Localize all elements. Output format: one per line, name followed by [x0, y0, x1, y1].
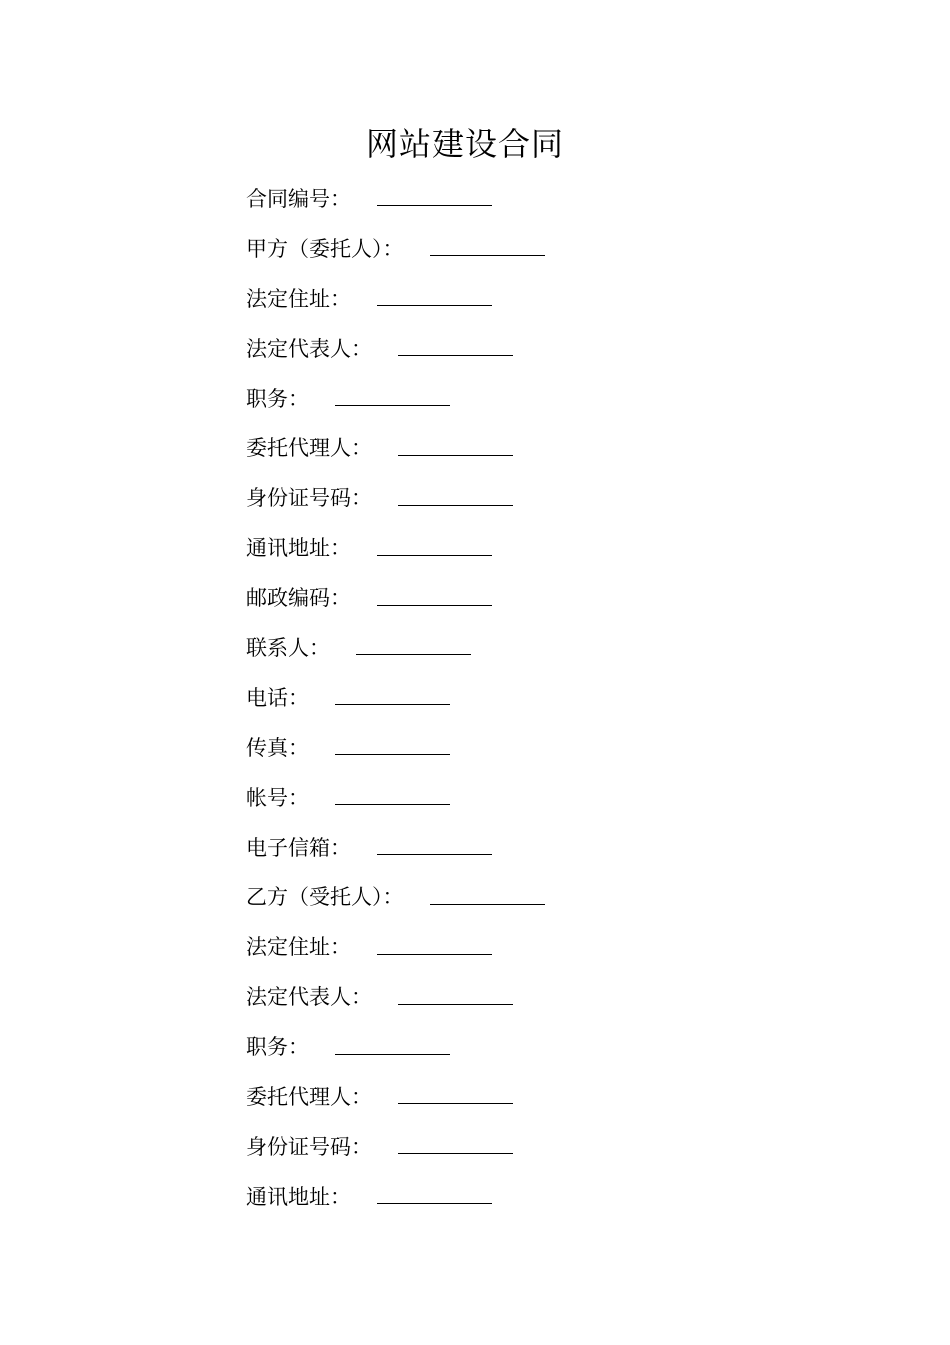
field-row [246, 273, 766, 323]
field-label: 乙方（受托人）： [246, 885, 404, 910]
fill-in-blank[interactable] [398, 984, 513, 1005]
field-row [246, 722, 766, 772]
field-row [246, 1071, 766, 1121]
field-label: 职务： [246, 1035, 309, 1060]
field-label: 联系人： [246, 635, 330, 660]
field-row [246, 422, 766, 472]
fill-in-blank[interactable] [377, 535, 492, 556]
fill-in-blank[interactable] [398, 485, 513, 506]
fill-in-blank[interactable] [377, 585, 492, 606]
fill-in-blank[interactable] [398, 1133, 513, 1154]
field-row [246, 173, 766, 223]
field-label: 合同编号： [246, 186, 351, 211]
field-row [246, 921, 766, 971]
field-label: 电话： [246, 685, 309, 710]
field-label: 委托代理人： [246, 1084, 372, 1109]
fill-in-blank[interactable] [335, 734, 450, 755]
field-label: 法定住址： [246, 935, 351, 960]
field-row [246, 971, 766, 1021]
fill-in-blank[interactable] [398, 435, 513, 456]
field-row [246, 572, 766, 622]
field-label: 传真： [246, 735, 309, 760]
field-label: 职务： [246, 386, 309, 411]
fill-in-blank[interactable] [335, 684, 450, 705]
field-row [246, 522, 766, 572]
field-label: 身份证号码： [246, 486, 372, 511]
document-title: 网站建设合同 [365, 125, 564, 163]
fill-in-blank[interactable] [377, 834, 492, 855]
field-row [246, 373, 766, 423]
fill-in-blank[interactable] [377, 934, 492, 955]
field-row [246, 323, 766, 373]
field-row [246, 772, 766, 822]
fill-in-blank[interactable] [335, 784, 450, 805]
field-row [246, 223, 766, 273]
field-row [246, 1021, 766, 1071]
field-label: 通讯地址： [246, 536, 351, 561]
field-label: 法定代表人： [246, 336, 372, 361]
fill-in-blank[interactable] [398, 1083, 513, 1104]
fill-in-blank[interactable] [356, 634, 471, 655]
field-row [246, 822, 766, 872]
fill-in-blank[interactable] [377, 285, 492, 306]
field-row [246, 1121, 766, 1171]
fill-in-blank[interactable] [377, 1183, 492, 1204]
field-label: 法定代表人： [246, 985, 372, 1010]
fill-in-blank[interactable] [335, 385, 450, 406]
field-label: 身份证号码： [246, 1134, 372, 1159]
fill-in-blank[interactable] [398, 335, 513, 356]
field-label: 电子信箱： [246, 835, 351, 860]
field-row [246, 472, 766, 522]
fill-in-blank[interactable] [377, 185, 492, 206]
fill-in-blank[interactable] [430, 884, 545, 905]
contract-fields [246, 173, 766, 1221]
field-label: 委托代理人： [246, 436, 372, 461]
field-label: 甲方（委托人）： [246, 236, 404, 261]
fill-in-blank[interactable] [430, 235, 545, 256]
field-label: 法定住址： [246, 286, 351, 311]
field-row [246, 871, 766, 921]
field-label: 通讯地址： [246, 1184, 351, 1209]
field-row [246, 672, 766, 722]
field-row [246, 622, 766, 672]
field-row [246, 1171, 766, 1221]
fill-in-blank[interactable] [335, 1034, 450, 1055]
field-label: 邮政编码： [246, 586, 351, 611]
field-label: 帐号： [246, 785, 309, 810]
